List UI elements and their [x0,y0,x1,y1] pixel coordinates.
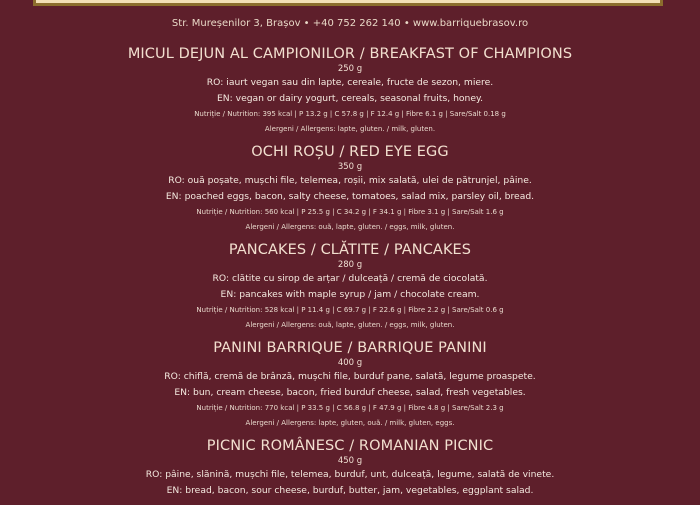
menu-item [0,437,700,499]
menu-item-nutrition: Nutriție / Nutrition: 560 kcal | P 25.5 g | C 34.2 g | F 34.1 g | Fibre 3.1 g | Sare/Salt 1.6 g [196,208,504,216]
menu-item-title: MICUL DEJUN AL CAMPIONILOR / BREAKFAST OF CHAMPIONS [127,46,573,62]
menu-item-description-ro: RO: iaurt vegan sau din lapte, cereale, fructe de sezon, miere. [206,77,494,88]
menu-item-description-ro: RO: pâine, slănină, mușchi file, telemea, burduf, unt, dulceață, legume, salată de vinete. [145,469,555,480]
menu-item-allergens: Alergeni / Allergens: lapte, gluten. / milk, gluten. [264,125,436,133]
menu-item [0,339,700,431]
menu-item-weight: 350 g [337,162,363,172]
menu-item-nutrition: Nutriție / Nutrition: 528 kcal | P 11.4 g | C 69.7 g | F 22.6 g | Fibre 2.2 g | Sare/Salt 0.6 g [196,306,504,314]
menu-item-description-ro: RO: ouă poșate, mușchi file, telemea, roșii, mix salată, ulei de pătrunjel, pâine. [168,175,532,186]
menu-list [0,45,700,505]
menu-item [0,241,700,333]
menu-item-description-ro: RO: chiflă, cremă de brânză, mușchi file, burduf pane, salată, legume proaspete. [164,371,536,382]
top-banner [33,0,663,6]
menu-item-description-en: EN: bun, cream cheese, bacon, fried burduf cheese, salad, fresh vegetables. [174,387,526,398]
menu-item-title: PANCAKES / CLĂTITE / PANCAKES [228,242,472,258]
menu-item-nutrition: Nutriție / Nutrition: 770 kcal | P 33.5 g | C 56.8 g | F 47.9 g | Fibre 4.8 g | Sare/Salt 2.3 g [196,404,504,412]
menu-item-description-ro: RO: clătite cu sirop de arțar / dulceață / cremă de ciocolată. [212,273,488,284]
menu-item-allergens: Alergeni / Allergens: ouă, lapte, gluten. / eggs, milk, gluten. [245,321,455,329]
menu-item-description-en: EN: poached eggs, bacon, salty cheese, tomatoes, salad mix, parsley oil, bread. [165,191,535,202]
menu-item-title: PICNIC ROMÂNESC / ROMANIAN PICNIC [206,438,494,454]
menu-item-description-en: EN: vegan or dairy yogurt, cereals, seasonal fruits, honey. [216,93,484,104]
menu-item-allergens: Alergeni / Allergens: lapte, gluten, ouă. / milk, gluten, eggs. [245,419,455,427]
menu-item-description-en: EN: pancakes with maple syrup / jam / chocolate cream. [220,289,480,300]
menu-item [0,45,700,137]
menu-item-title: OCHI ROȘU / RED EYE EGG [251,144,449,160]
menu-item [0,143,700,235]
menu-item-weight: 400 g [337,358,363,368]
menu-item-allergens: Alergeni / Allergens: ouă, lapte, gluten. / eggs, milk, gluten. [245,223,455,231]
menu-item-weight: 280 g [337,260,363,270]
menu-item-title: PANINI BARRIQUE / BARRIQUE PANINI [213,340,487,356]
contact-info: Str. Mureșenilor 3, Brașov • +40 752 262 140 • www.barriquebrasov.ro [171,18,529,29]
menu-item-description-en: EN: bread, bacon, sour cheese, burduf, butter, jam, vegetables, eggplant salad. [166,485,534,496]
menu-item-weight: 250 g [337,64,363,74]
menu-item-nutrition: Nutriție / Nutrition: 395 kcal | P 13.2 g | C 57.8 g | F 12.4 g | Fibre 6.1 g | Sare/Salt 0.18 g [194,110,506,118]
menu-item-weight: 450 g [337,456,363,466]
